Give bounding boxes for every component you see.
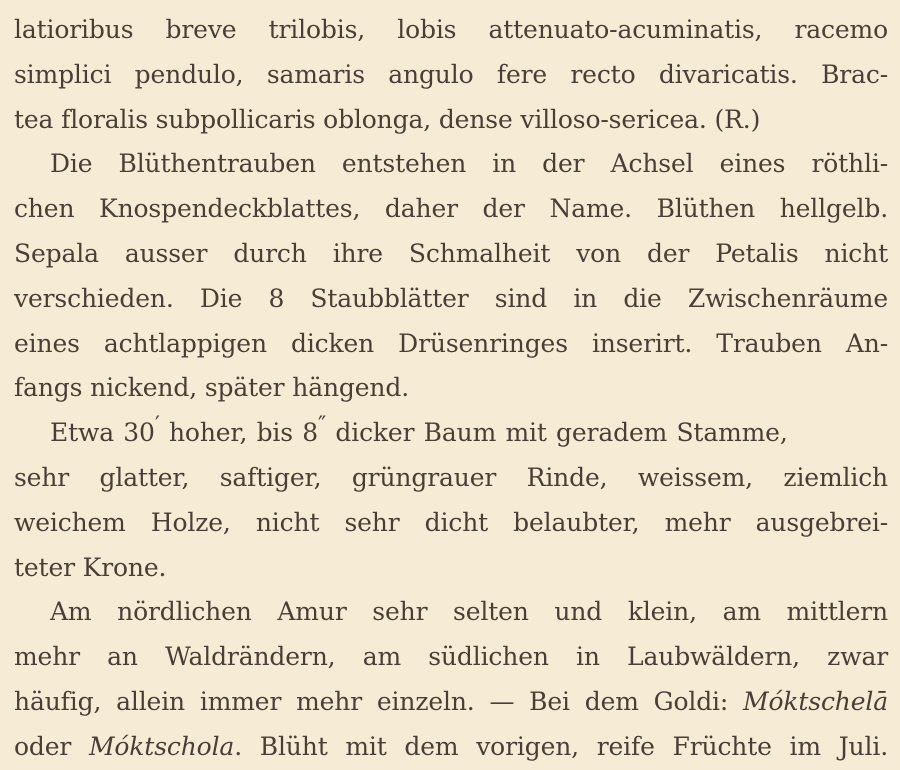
flower-description-paragraph bbox=[14, 142, 888, 411]
text-line: mehr an Waldrändern, am südlichen in Laubwäldern, zwar bbox=[14, 642, 888, 672]
text-fragment: dicker Baum mit geradem Stamme, bbox=[326, 418, 788, 448]
text-line: Sepala ausser durch ihre Schmalheit von der Petalis nicht bbox=[14, 238, 888, 268]
text-line: Die Blüthentrauben entstehen in der Achsel eines röthli- bbox=[50, 149, 888, 179]
text-fragment: häufig, allein immer mehr einzeln. — Bei dem Goldi: bbox=[14, 686, 744, 716]
native-name-italic: Móktschelā bbox=[743, 686, 888, 716]
text-line: fangs nickend, später hängend. bbox=[14, 373, 410, 403]
text-line: Am nördlichen Amur sehr selten und klein, am mittlern bbox=[50, 597, 888, 627]
text-fragment: . Blüht mit dem vorigen, reife Früchte im Juli. bbox=[234, 731, 888, 761]
text-line: teter Krone. bbox=[14, 552, 167, 582]
text-line: eines achtlappigen dicken Drüsenringes inserirt. Trauben An- bbox=[14, 328, 888, 358]
text-fragment: Etwa 30 bbox=[50, 418, 155, 448]
text-line: latioribus breve trilobis, lobis attenuato-acuminatis, racemo bbox=[14, 15, 888, 44]
feet-mark: ′ bbox=[154, 412, 160, 438]
text-line: weichem Holze, nicht sehr dicht belaubter, mehr ausgebrei- bbox=[14, 507, 888, 537]
text-line bbox=[14, 411, 888, 456]
text-line: sehr glatter, saftiger, grüngrauer Rinde, weissem, ziemlich bbox=[14, 462, 888, 492]
text-line bbox=[14, 725, 888, 770]
text-line: verschieden. Die 8 Staubblätter sind in die Zwischenräume bbox=[14, 283, 888, 313]
text-fragment: hoher, bis 8 bbox=[159, 418, 318, 448]
latin-description-paragraph bbox=[14, 8, 888, 142]
text-line bbox=[14, 680, 888, 725]
tree-description-paragraph bbox=[14, 411, 888, 590]
text-line: simplici pendulo, samaris angulo fere recto divaricatis. Brac- bbox=[14, 59, 888, 89]
inches-mark: ″ bbox=[318, 412, 327, 438]
native-name-italic: Móktschola bbox=[88, 731, 235, 761]
text-line: tea floralis subpollicaris oblonga, dense villoso-sericea. (R.) bbox=[14, 104, 761, 134]
distribution-paragraph bbox=[14, 590, 888, 769]
text-fragment: oder bbox=[14, 731, 89, 761]
text-line: chen Knospendeckblattes, daher der Name. Blüthen hellgelb. bbox=[14, 194, 888, 224]
